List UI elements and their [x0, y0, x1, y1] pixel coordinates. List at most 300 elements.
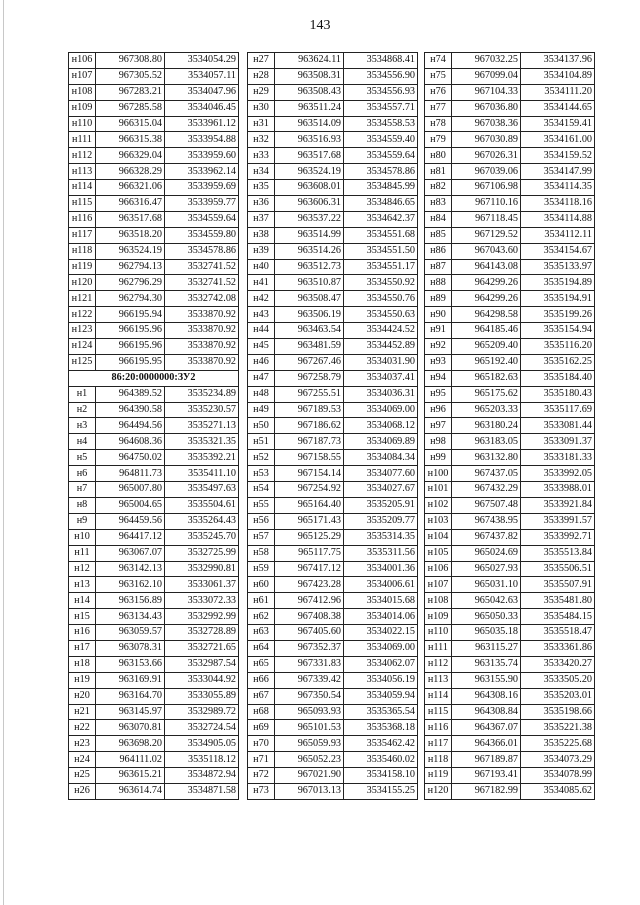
- y-coordinate: 3534159.52: [521, 148, 595, 164]
- coordinate-row: [425, 148, 595, 164]
- point-id: н108: [425, 593, 452, 609]
- x-coordinate: 967189.53: [275, 402, 344, 418]
- coordinate-row: [248, 466, 418, 482]
- point-id: н117: [69, 227, 96, 243]
- y-coordinate: 3535180.43: [521, 386, 595, 402]
- y-coordinate: 3533055.89: [165, 688, 239, 704]
- coordinate-row: [425, 307, 595, 323]
- coordinate-row: [248, 482, 418, 498]
- x-coordinate: 965101.53: [275, 720, 344, 736]
- y-coordinate: 3534550.76: [344, 291, 418, 307]
- coordinate-row: [425, 323, 595, 339]
- coordinate-row: [69, 593, 239, 609]
- point-id: н34: [248, 164, 275, 180]
- coordinate-row: [69, 640, 239, 656]
- y-coordinate: 3534054.29: [165, 53, 239, 69]
- coordinate-row: [69, 259, 239, 275]
- point-id: н7: [69, 482, 96, 498]
- point-id: н13: [69, 577, 96, 593]
- y-coordinate: 3533962.14: [165, 164, 239, 180]
- coordinate-row: [69, 656, 239, 672]
- coordinate-row: [69, 164, 239, 180]
- x-coordinate: 967438.95: [452, 513, 521, 529]
- y-coordinate: 3535368.18: [344, 720, 418, 736]
- x-coordinate: 964308.16: [452, 688, 521, 704]
- point-id: н39: [248, 243, 275, 259]
- y-coordinate: 3535117.69: [521, 402, 595, 418]
- y-coordinate: 3534550.92: [344, 275, 418, 291]
- y-coordinate: 3534069.00: [344, 402, 418, 418]
- x-coordinate: 965050.33: [452, 609, 521, 625]
- x-coordinate: 967267.46: [275, 354, 344, 370]
- point-id: н92: [425, 339, 452, 355]
- coordinate-row: [248, 672, 418, 688]
- y-coordinate: 3533992.71: [521, 529, 595, 545]
- point-id: н91: [425, 323, 452, 339]
- x-coordinate: 967030.89: [452, 132, 521, 148]
- point-id: н55: [248, 497, 275, 513]
- point-id: н99: [425, 450, 452, 466]
- y-coordinate: 3534161.00: [521, 132, 595, 148]
- x-coordinate: 963078.31: [96, 640, 165, 656]
- x-coordinate: 963169.91: [96, 672, 165, 688]
- coordinate-row: [425, 752, 595, 768]
- x-coordinate: 963514.09: [275, 116, 344, 132]
- x-coordinate: 967187.73: [275, 434, 344, 450]
- point-id: н31: [248, 116, 275, 132]
- coordinate-row: [69, 450, 239, 466]
- x-coordinate: 966195.95: [96, 354, 165, 370]
- y-coordinate: 3535411.10: [165, 466, 239, 482]
- y-coordinate: 3533091.37: [521, 434, 595, 450]
- point-id: н118: [69, 243, 96, 259]
- coordinate-row: [248, 609, 418, 625]
- y-coordinate: 3533959.60: [165, 148, 239, 164]
- x-coordinate: 963606.31: [275, 196, 344, 212]
- point-id: н56: [248, 513, 275, 529]
- x-coordinate: 965164.40: [275, 497, 344, 513]
- x-coordinate: 963698.20: [96, 736, 165, 752]
- coordinate-row: [248, 402, 418, 418]
- x-coordinate: 963516.93: [275, 132, 344, 148]
- y-coordinate: 3532742.08: [165, 291, 239, 307]
- x-coordinate: 964111.02: [96, 752, 165, 768]
- x-coordinate: 963524.19: [96, 243, 165, 259]
- x-coordinate: 967408.38: [275, 609, 344, 625]
- coordinate-row: [248, 577, 418, 593]
- coordinate-row: [69, 529, 239, 545]
- coordinate-row: [248, 211, 418, 227]
- coordinate-row: [248, 720, 418, 736]
- point-id: н82: [425, 180, 452, 196]
- coordinate-row: [425, 132, 595, 148]
- x-coordinate: 963153.66: [96, 656, 165, 672]
- x-coordinate: 963132.80: [452, 450, 521, 466]
- x-coordinate: 963155.90: [452, 672, 521, 688]
- point-id: н41: [248, 275, 275, 291]
- point-id: н117: [425, 736, 452, 752]
- point-id: н104: [425, 529, 452, 545]
- x-coordinate: 967154.14: [275, 466, 344, 482]
- y-coordinate: 3533870.92: [165, 354, 239, 370]
- coordinate-row: [248, 227, 418, 243]
- y-coordinate: 3534424.52: [344, 323, 418, 339]
- y-coordinate: 3534015.68: [344, 593, 418, 609]
- y-coordinate: 3534559.40: [344, 132, 418, 148]
- y-coordinate: 3535162.25: [521, 354, 595, 370]
- y-coordinate: 3533081.44: [521, 418, 595, 434]
- x-coordinate: 964185.46: [452, 323, 521, 339]
- coordinate-row: [69, 116, 239, 132]
- coordinate-row: [425, 561, 595, 577]
- y-coordinate: 3532728.89: [165, 625, 239, 641]
- coordinate-row: [425, 656, 595, 672]
- y-coordinate: 3534068.12: [344, 418, 418, 434]
- y-coordinate: 3534037.41: [344, 370, 418, 386]
- y-coordinate: 3532721.65: [165, 640, 239, 656]
- y-coordinate: 3534558.53: [344, 116, 418, 132]
- y-coordinate: 3532987.54: [165, 656, 239, 672]
- point-id: н112: [69, 148, 96, 164]
- coordinate-row: [69, 768, 239, 784]
- coordinate-row: [69, 227, 239, 243]
- point-id: н12: [69, 561, 96, 577]
- point-id: н52: [248, 450, 275, 466]
- point-id: н62: [248, 609, 275, 625]
- coordinate-row: [248, 53, 418, 69]
- x-coordinate: 964417.12: [96, 529, 165, 545]
- point-id: н20: [69, 688, 96, 704]
- point-id: н120: [69, 275, 96, 291]
- x-coordinate: 963142.13: [96, 561, 165, 577]
- point-id: н24: [69, 752, 96, 768]
- coordinate-row: [69, 180, 239, 196]
- x-coordinate: 964366.01: [452, 736, 521, 752]
- coordinate-row: [248, 116, 418, 132]
- y-coordinate: 3532741.52: [165, 275, 239, 291]
- x-coordinate: 967432.29: [452, 482, 521, 498]
- coordinate-row: [248, 545, 418, 561]
- x-coordinate: 967308.80: [96, 53, 165, 69]
- y-coordinate: 3535198.66: [521, 704, 595, 720]
- coordinate-row: [425, 577, 595, 593]
- coordinate-row: [69, 497, 239, 513]
- y-coordinate: 3534868.41: [344, 53, 418, 69]
- coordinate-row: [69, 386, 239, 402]
- x-coordinate: 967331.83: [275, 656, 344, 672]
- point-id: н4: [69, 434, 96, 450]
- y-coordinate: 3533870.92: [165, 339, 239, 355]
- point-id: н87: [425, 259, 452, 275]
- coordinate-row: [69, 148, 239, 164]
- coordinate-row: [425, 84, 595, 100]
- x-coordinate: 967437.05: [452, 466, 521, 482]
- x-coordinate: 967405.60: [275, 625, 344, 641]
- x-coordinate: 965171.43: [275, 513, 344, 529]
- y-coordinate: 3534872.94: [165, 768, 239, 784]
- x-coordinate: 967189.87: [452, 752, 521, 768]
- y-coordinate: 3532992.99: [165, 609, 239, 625]
- y-coordinate: 3533991.57: [521, 513, 595, 529]
- coordinate-row: [425, 68, 595, 84]
- x-coordinate: 965125.29: [275, 529, 344, 545]
- point-id: н26: [69, 783, 96, 799]
- x-coordinate: 964299.26: [452, 275, 521, 291]
- point-id: н106: [69, 53, 96, 69]
- coordinate-row: [248, 768, 418, 784]
- y-coordinate: 3533061.37: [165, 577, 239, 593]
- x-coordinate: 967032.25: [452, 53, 521, 69]
- y-coordinate: 3534137.96: [521, 53, 595, 69]
- coordinate-row: [69, 196, 239, 212]
- x-coordinate: 966328.29: [96, 164, 165, 180]
- x-coordinate: 964608.36: [96, 434, 165, 450]
- coordinate-row: [69, 720, 239, 736]
- point-id: н65: [248, 656, 275, 672]
- x-coordinate: 967043.60: [452, 243, 521, 259]
- coordinate-row: [69, 418, 239, 434]
- y-coordinate: 3535311.56: [344, 545, 418, 561]
- y-coordinate: 3535221.38: [521, 720, 595, 736]
- point-id: н16: [69, 625, 96, 641]
- y-coordinate: 3533361.86: [521, 640, 595, 656]
- x-coordinate: 963059.57: [96, 625, 165, 641]
- y-coordinate: 3534905.05: [165, 736, 239, 752]
- y-coordinate: 3533954.88: [165, 132, 239, 148]
- point-id: н40: [248, 259, 275, 275]
- y-coordinate: 3533959.77: [165, 196, 239, 212]
- point-id: н114: [425, 688, 452, 704]
- x-coordinate: 964389.52: [96, 386, 165, 402]
- point-id: н86: [425, 243, 452, 259]
- point-id: н46: [248, 354, 275, 370]
- point-id: н116: [425, 720, 452, 736]
- x-coordinate: 963524.19: [275, 164, 344, 180]
- y-coordinate: 3532725.99: [165, 545, 239, 561]
- x-coordinate: 963156.89: [96, 593, 165, 609]
- coordinate-row: [425, 593, 595, 609]
- coordinate-row: [248, 291, 418, 307]
- y-coordinate: 3535507.91: [521, 577, 595, 593]
- y-coordinate: 3534642.37: [344, 211, 418, 227]
- x-coordinate: 963510.87: [275, 275, 344, 291]
- y-coordinate: 3534556.90: [344, 68, 418, 84]
- point-id: н59: [248, 561, 275, 577]
- x-coordinate: 967350.54: [275, 688, 344, 704]
- coordinate-row: [425, 164, 595, 180]
- coordinate-row: [425, 482, 595, 498]
- coordinate-row: [425, 196, 595, 212]
- y-coordinate: 3534104.89: [521, 68, 595, 84]
- coordinate-row: [425, 116, 595, 132]
- x-coordinate: 967039.06: [452, 164, 521, 180]
- point-id: н98: [425, 434, 452, 450]
- coordinate-row: [248, 513, 418, 529]
- x-coordinate: 965093.93: [275, 704, 344, 720]
- y-coordinate: 3533072.33: [165, 593, 239, 609]
- point-id: н19: [69, 672, 96, 688]
- x-coordinate: 967352.37: [275, 640, 344, 656]
- x-coordinate: 965182.63: [452, 370, 521, 386]
- y-coordinate: 3533505.20: [521, 672, 595, 688]
- point-id: н1: [69, 386, 96, 402]
- coordinate-row: [248, 529, 418, 545]
- y-coordinate: 3534871.58: [165, 783, 239, 799]
- x-coordinate: 963506.19: [275, 307, 344, 323]
- y-coordinate: 3534578.86: [344, 164, 418, 180]
- coordinate-row: [69, 291, 239, 307]
- point-id: н53: [248, 466, 275, 482]
- point-id: н60: [248, 577, 275, 593]
- coordinate-row: [425, 497, 595, 513]
- point-id: н37: [248, 211, 275, 227]
- x-coordinate: 963537.22: [275, 211, 344, 227]
- x-coordinate: 966329.04: [96, 148, 165, 164]
- point-id: н106: [425, 561, 452, 577]
- y-coordinate: 3535230.57: [165, 402, 239, 418]
- y-coordinate: 3534059.94: [344, 688, 418, 704]
- coordinate-row: [248, 339, 418, 355]
- point-id: н122: [69, 307, 96, 323]
- point-id: н114: [69, 180, 96, 196]
- x-coordinate: 967423.28: [275, 577, 344, 593]
- x-coordinate: 967158.55: [275, 450, 344, 466]
- x-coordinate: 963517.68: [96, 211, 165, 227]
- point-id: н51: [248, 434, 275, 450]
- y-coordinate: 3534084.34: [344, 450, 418, 466]
- x-coordinate: 966315.38: [96, 132, 165, 148]
- x-coordinate: 965117.75: [275, 545, 344, 561]
- point-id: н43: [248, 307, 275, 323]
- point-id: н116: [69, 211, 96, 227]
- x-coordinate: 965175.62: [452, 386, 521, 402]
- x-coordinate: 963615.21: [96, 768, 165, 784]
- y-coordinate: 3534001.36: [344, 561, 418, 577]
- point-id: н100: [425, 466, 452, 482]
- point-id: н113: [69, 164, 96, 180]
- point-id: н9: [69, 513, 96, 529]
- y-coordinate: 3534006.61: [344, 577, 418, 593]
- point-id: н18: [69, 656, 96, 672]
- point-id: н121: [69, 291, 96, 307]
- point-id: н66: [248, 672, 275, 688]
- coordinate-row: [248, 259, 418, 275]
- point-id: н84: [425, 211, 452, 227]
- coordinate-row: [425, 370, 595, 386]
- coordinate-row: [248, 100, 418, 116]
- coordinate-row: [425, 291, 595, 307]
- coordinate-row: [248, 386, 418, 402]
- coordinate-row: [69, 688, 239, 704]
- coordinate-row: [425, 736, 595, 752]
- point-id: н107: [425, 577, 452, 593]
- point-id: н50: [248, 418, 275, 434]
- x-coordinate: 966321.06: [96, 180, 165, 196]
- point-id: н42: [248, 291, 275, 307]
- x-coordinate: 963508.43: [275, 84, 344, 100]
- coordinate-row: [248, 688, 418, 704]
- coordinate-row: [425, 450, 595, 466]
- y-coordinate: 3534069.89: [344, 434, 418, 450]
- point-id: н14: [69, 593, 96, 609]
- y-coordinate: 3535199.26: [521, 307, 595, 323]
- x-coordinate: 964494.56: [96, 418, 165, 434]
- y-coordinate: 3533921.84: [521, 497, 595, 513]
- coordinate-row: [425, 227, 595, 243]
- point-id: н103: [425, 513, 452, 529]
- coordinate-row: [248, 434, 418, 450]
- point-id: н44: [248, 323, 275, 339]
- x-coordinate: 963481.59: [275, 339, 344, 355]
- x-coordinate: 963514.26: [275, 243, 344, 259]
- point-id: н96: [425, 402, 452, 418]
- coordinate-row: [69, 783, 239, 799]
- x-coordinate: 963508.47: [275, 291, 344, 307]
- y-coordinate: 3533961.12: [165, 116, 239, 132]
- y-coordinate: 3534559.80: [165, 227, 239, 243]
- coordinate-row: [425, 180, 595, 196]
- point-id: н85: [425, 227, 452, 243]
- y-coordinate: 3534118.16: [521, 196, 595, 212]
- coordinate-row: [69, 672, 239, 688]
- y-coordinate: 3535460.02: [344, 752, 418, 768]
- y-coordinate: 3535462.42: [344, 736, 418, 752]
- x-coordinate: 963514.99: [275, 227, 344, 243]
- point-id: н2: [69, 402, 96, 418]
- point-id: н109: [425, 609, 452, 625]
- point-id: н68: [248, 704, 275, 720]
- point-id: н8: [69, 497, 96, 513]
- coordinate-row: [425, 243, 595, 259]
- y-coordinate: 3535203.01: [521, 688, 595, 704]
- point-id: н74: [425, 53, 452, 69]
- x-coordinate: 963162.10: [96, 577, 165, 593]
- point-id: н32: [248, 132, 275, 148]
- coordinate-row: [248, 625, 418, 641]
- point-id: н48: [248, 386, 275, 402]
- coordinate-row: [69, 84, 239, 100]
- coordinate-row: [248, 656, 418, 672]
- point-id: н70: [248, 736, 275, 752]
- point-id: н109: [69, 100, 96, 116]
- x-coordinate: 967258.79: [275, 370, 344, 386]
- y-coordinate: 3534155.25: [344, 783, 418, 799]
- x-coordinate: 963183.05: [452, 434, 521, 450]
- y-coordinate: 3534046.45: [165, 100, 239, 116]
- y-coordinate: 3535392.21: [165, 450, 239, 466]
- x-coordinate: 967106.98: [452, 180, 521, 196]
- x-coordinate: 967255.51: [275, 386, 344, 402]
- coordinate-row: [69, 577, 239, 593]
- y-coordinate: 3534111.20: [521, 84, 595, 100]
- coordinate-row: [69, 307, 239, 323]
- coordinate-row: [425, 672, 595, 688]
- coordinate-row: [69, 68, 239, 84]
- x-coordinate: 963614.74: [96, 783, 165, 799]
- y-coordinate: 3534144.65: [521, 100, 595, 116]
- y-coordinate: 3532724.54: [165, 720, 239, 736]
- coordinate-row: [425, 768, 595, 784]
- y-coordinate: 3534027.67: [344, 482, 418, 498]
- x-coordinate: 963180.24: [452, 418, 521, 434]
- x-coordinate: 967036.80: [452, 100, 521, 116]
- y-coordinate: 3533870.92: [165, 323, 239, 339]
- y-coordinate: 3535264.43: [165, 513, 239, 529]
- point-id: н125: [69, 354, 96, 370]
- cadastral-number: 86:20:0000000:ЗУ2: [69, 370, 239, 386]
- point-id: н54: [248, 482, 275, 498]
- coordinate-row: [425, 609, 595, 625]
